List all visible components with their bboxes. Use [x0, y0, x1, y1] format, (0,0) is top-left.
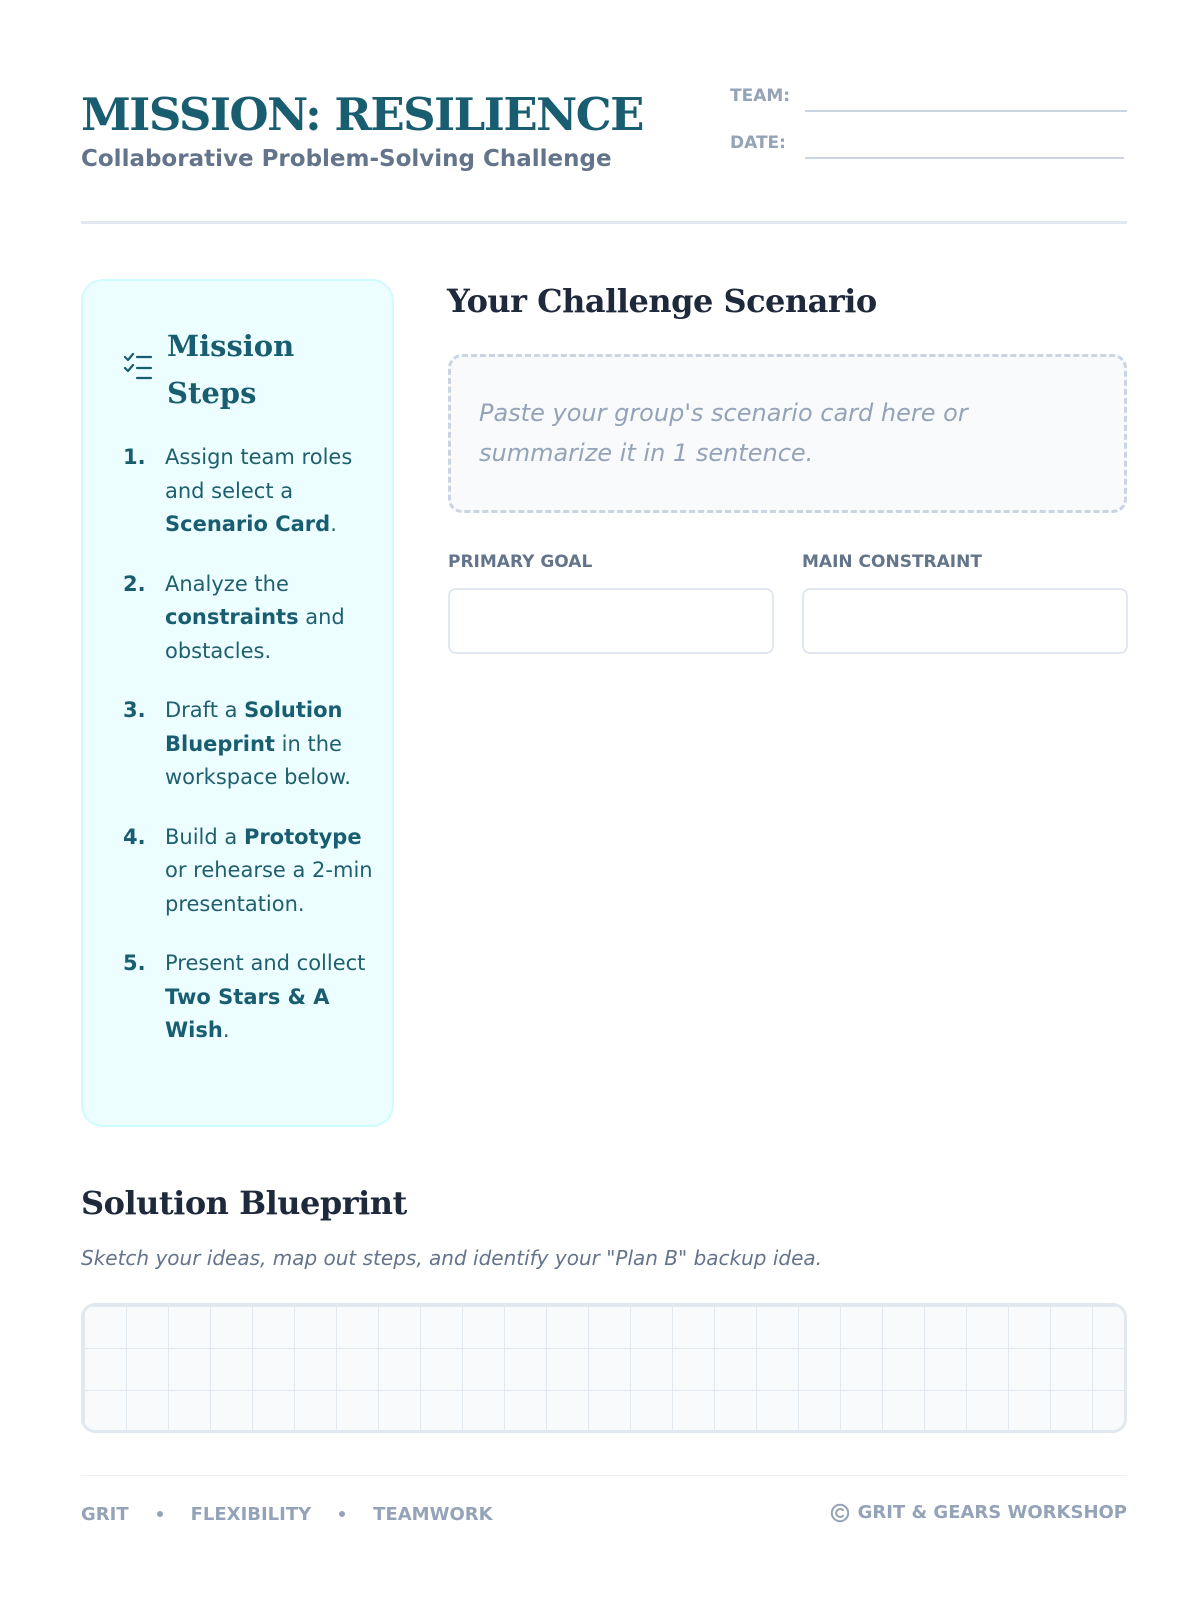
- footer-tag-flexibility: FLEXIBILITY: [190, 1504, 312, 1525]
- step-text: Build a Prototype or rehearse a 2-min presentation.: [165, 824, 373, 916]
- blueprint-title: Solution Blueprint: [81, 1184, 407, 1222]
- step-number: 3.: [123, 698, 146, 722]
- footer-tag-teamwork: TEAMWORK: [373, 1504, 493, 1525]
- footer-tag-grit: GRIT: [81, 1504, 129, 1525]
- bullet-icon: [157, 1511, 163, 1517]
- date-label: DATE:: [730, 133, 786, 153]
- step-number: 1.: [123, 445, 146, 469]
- step-item: [123, 694, 373, 795]
- page-title: MISSION: RESILIENCE: [81, 88, 643, 141]
- team-line[interactable]: [805, 110, 1127, 112]
- scenario-title: Your Challenge Scenario: [447, 282, 877, 320]
- main-constraint-label: MAIN CONSTRAINT: [802, 552, 982, 572]
- footer-org: GRIT & GEARS WORKSHOP: [857, 1502, 1127, 1523]
- date-field[interactable]: [730, 131, 1127, 161]
- step-number: 4.: [123, 824, 146, 849]
- step-text: Present and collect Two Stars & A Wish.: [165, 951, 366, 1042]
- steps-list: [123, 441, 373, 1074]
- blueprint-sketch-area[interactable]: [81, 1303, 1127, 1433]
- page-subtitle: Collaborative Problem-Solving Challenge: [81, 146, 612, 172]
- team-label: TEAM:: [730, 86, 791, 106]
- checklist-icon: [123, 351, 153, 381]
- primary-goal-label: PRIMARY GOAL: [448, 552, 593, 572]
- bullet-icon: [339, 1511, 345, 1517]
- step-text: Draft a Solution Blueprint in the workspace below.: [165, 698, 351, 789]
- blueprint-description: Sketch your ideas, map out steps, and identify your "Plan B" backup idea.: [81, 1246, 823, 1270]
- footer-tags: [81, 1504, 493, 1525]
- copyright-icon: [830, 1503, 850, 1523]
- footer: [81, 1475, 1127, 1535]
- scenario-placeholder: Paste your group's scenario card here or summarize it in 1 sentence.: [479, 399, 968, 467]
- date-line[interactable]: [805, 157, 1124, 159]
- step-number: 2.: [123, 571, 146, 596]
- mission-steps-panel: [81, 279, 394, 1127]
- worksheet-page: [81, 0, 1127, 1600]
- step-item: [123, 947, 373, 1048]
- scenario-input[interactable]: [448, 354, 1127, 513]
- mission-steps-title: Mission Steps: [167, 329, 295, 410]
- header: [81, 80, 1127, 224]
- mission-steps-header: [123, 323, 373, 423]
- step-item: [123, 441, 373, 542]
- step-item: [123, 821, 373, 922]
- step-number: 5.: [123, 951, 146, 975]
- main-constraint-input[interactable]: [802, 588, 1128, 654]
- step-text: Analyze the constraints and obstacles.: [165, 571, 345, 663]
- primary-goal-input[interactable]: [448, 588, 774, 654]
- footer-copyright: [830, 1502, 1127, 1523]
- step-text: Assign team roles and select a Scenario Card.: [165, 445, 353, 536]
- team-field[interactable]: [730, 84, 1127, 114]
- step-item: [123, 568, 373, 669]
